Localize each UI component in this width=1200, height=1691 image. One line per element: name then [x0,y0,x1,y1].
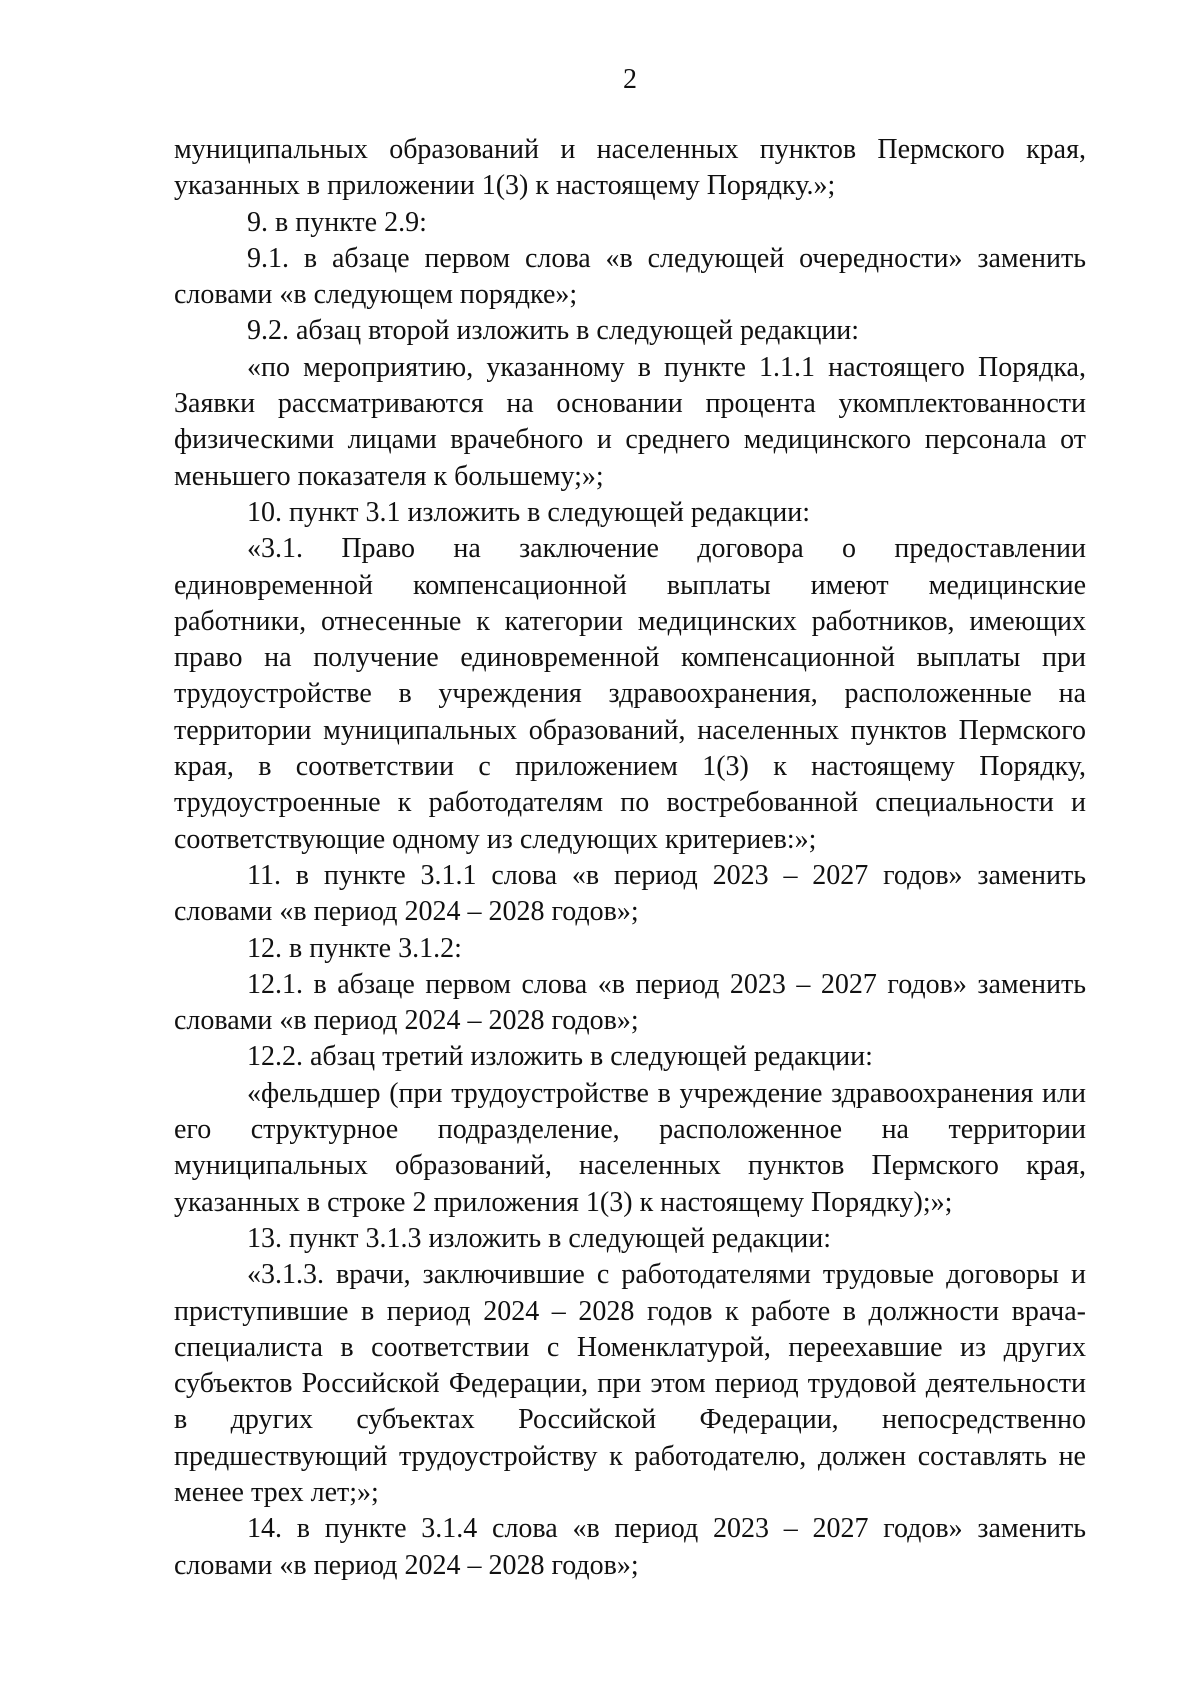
paragraph-continuation: муниципальных образований и населенных пунктов Пермского края, указанных в приложении 1(3) к настоящему Порядку.»; [174,134,1086,202]
paragraph-quote-3-1: «3.1. Право на заключение договора о предоставлении единовременной компенсационной выплаты имеют медицинские работники, отнесенные к категории медицинских работников, имеющих право на получение единовременной компенсационной выплаты при трудоустройстве в учреждения здравоохранения, расположенные на территории муниципальных образований, населенных пунктов Пермского края, в соответствии с приложением 1(3) к настоящему Порядку, трудоустроенные к работодателям по востребованной специальности и соответствующие одному из следующих критериев:»; [174,533,1086,855]
paragraph-quote-9-2: «по мероприятию, указанному в пункте 1.1.1 настоящего Порядка, Заявки рассматриваются на основании процента укомплектованности физическими лицами врачебного и среднего медицинского персонала от меньшего показателя к большему;»; [174,351,1086,492]
paragraph-item-11: 11. в пункте 3.1.1 слова «в период 2023 – 2027 годов» заменить словами «в период 2024 – 2028 годов»; [174,859,1086,928]
paragraph-item-9-2: 9.2. абзац второй изложить в следующей редакции: [247,315,860,347]
paragraph-item-12-2: 12.2. абзац третий изложить в следующей редакции: [247,1041,873,1073]
page-number: 2 [623,64,637,95]
paragraph-item-12-1: 12.1. в абзаце первом слова «в период 2023 – 2027 годов» заменить словами «в период 2024 – 2028 годов»; [174,968,1086,1037]
paragraph-item-14: 14. в пункте 3.1.4 слова «в период 2023 – 2027 годов» заменить словами «в период 2024 – 2028 годов»; [174,1513,1086,1581]
paragraph-item-9: 9. в пункте 2.9: [247,206,427,238]
paragraph-quote-12-2: «фельдшер (при трудоустройстве в учреждение здравоохранения или его структурное подразделение, расположенное на территории муниципальных образований, населенных пунктов Пермского края, указанных в строке 2 приложения 1(3) к настоящему Порядку);»; [174,1077,1086,1218]
paragraph-item-9-1: 9.1. в абзаце первом слова «в следующей очередности» заменить словами «в следующем порядке»; [174,242,1086,311]
document-body [174,132,1086,1584]
paragraph-quote-3-1-3: «3.1.3. врачи, заключившие с работодателями трудовые договоры и приступившие в период 2024 – 2028 годов к работе в должности врача-специалиста в соответствии с Номенклатурой, переехавшие из других субъектов Российской Федерации, при этом период трудовой деятельности в других субъектах Российской Федерации, непосредственно предшествующий трудоустройству к работодателю, должен составлять не менее трех лет;»; [174,1259,1086,1508]
paragraph-item-12: 12. в пункте 3.1.2: [247,932,462,964]
paragraph-item-13: 13. пункт 3.1.3 изложить в следующей редакции: [247,1222,831,1254]
paragraph-item-10: 10. пункт 3.1 изложить в следующей редакции: [247,496,810,528]
